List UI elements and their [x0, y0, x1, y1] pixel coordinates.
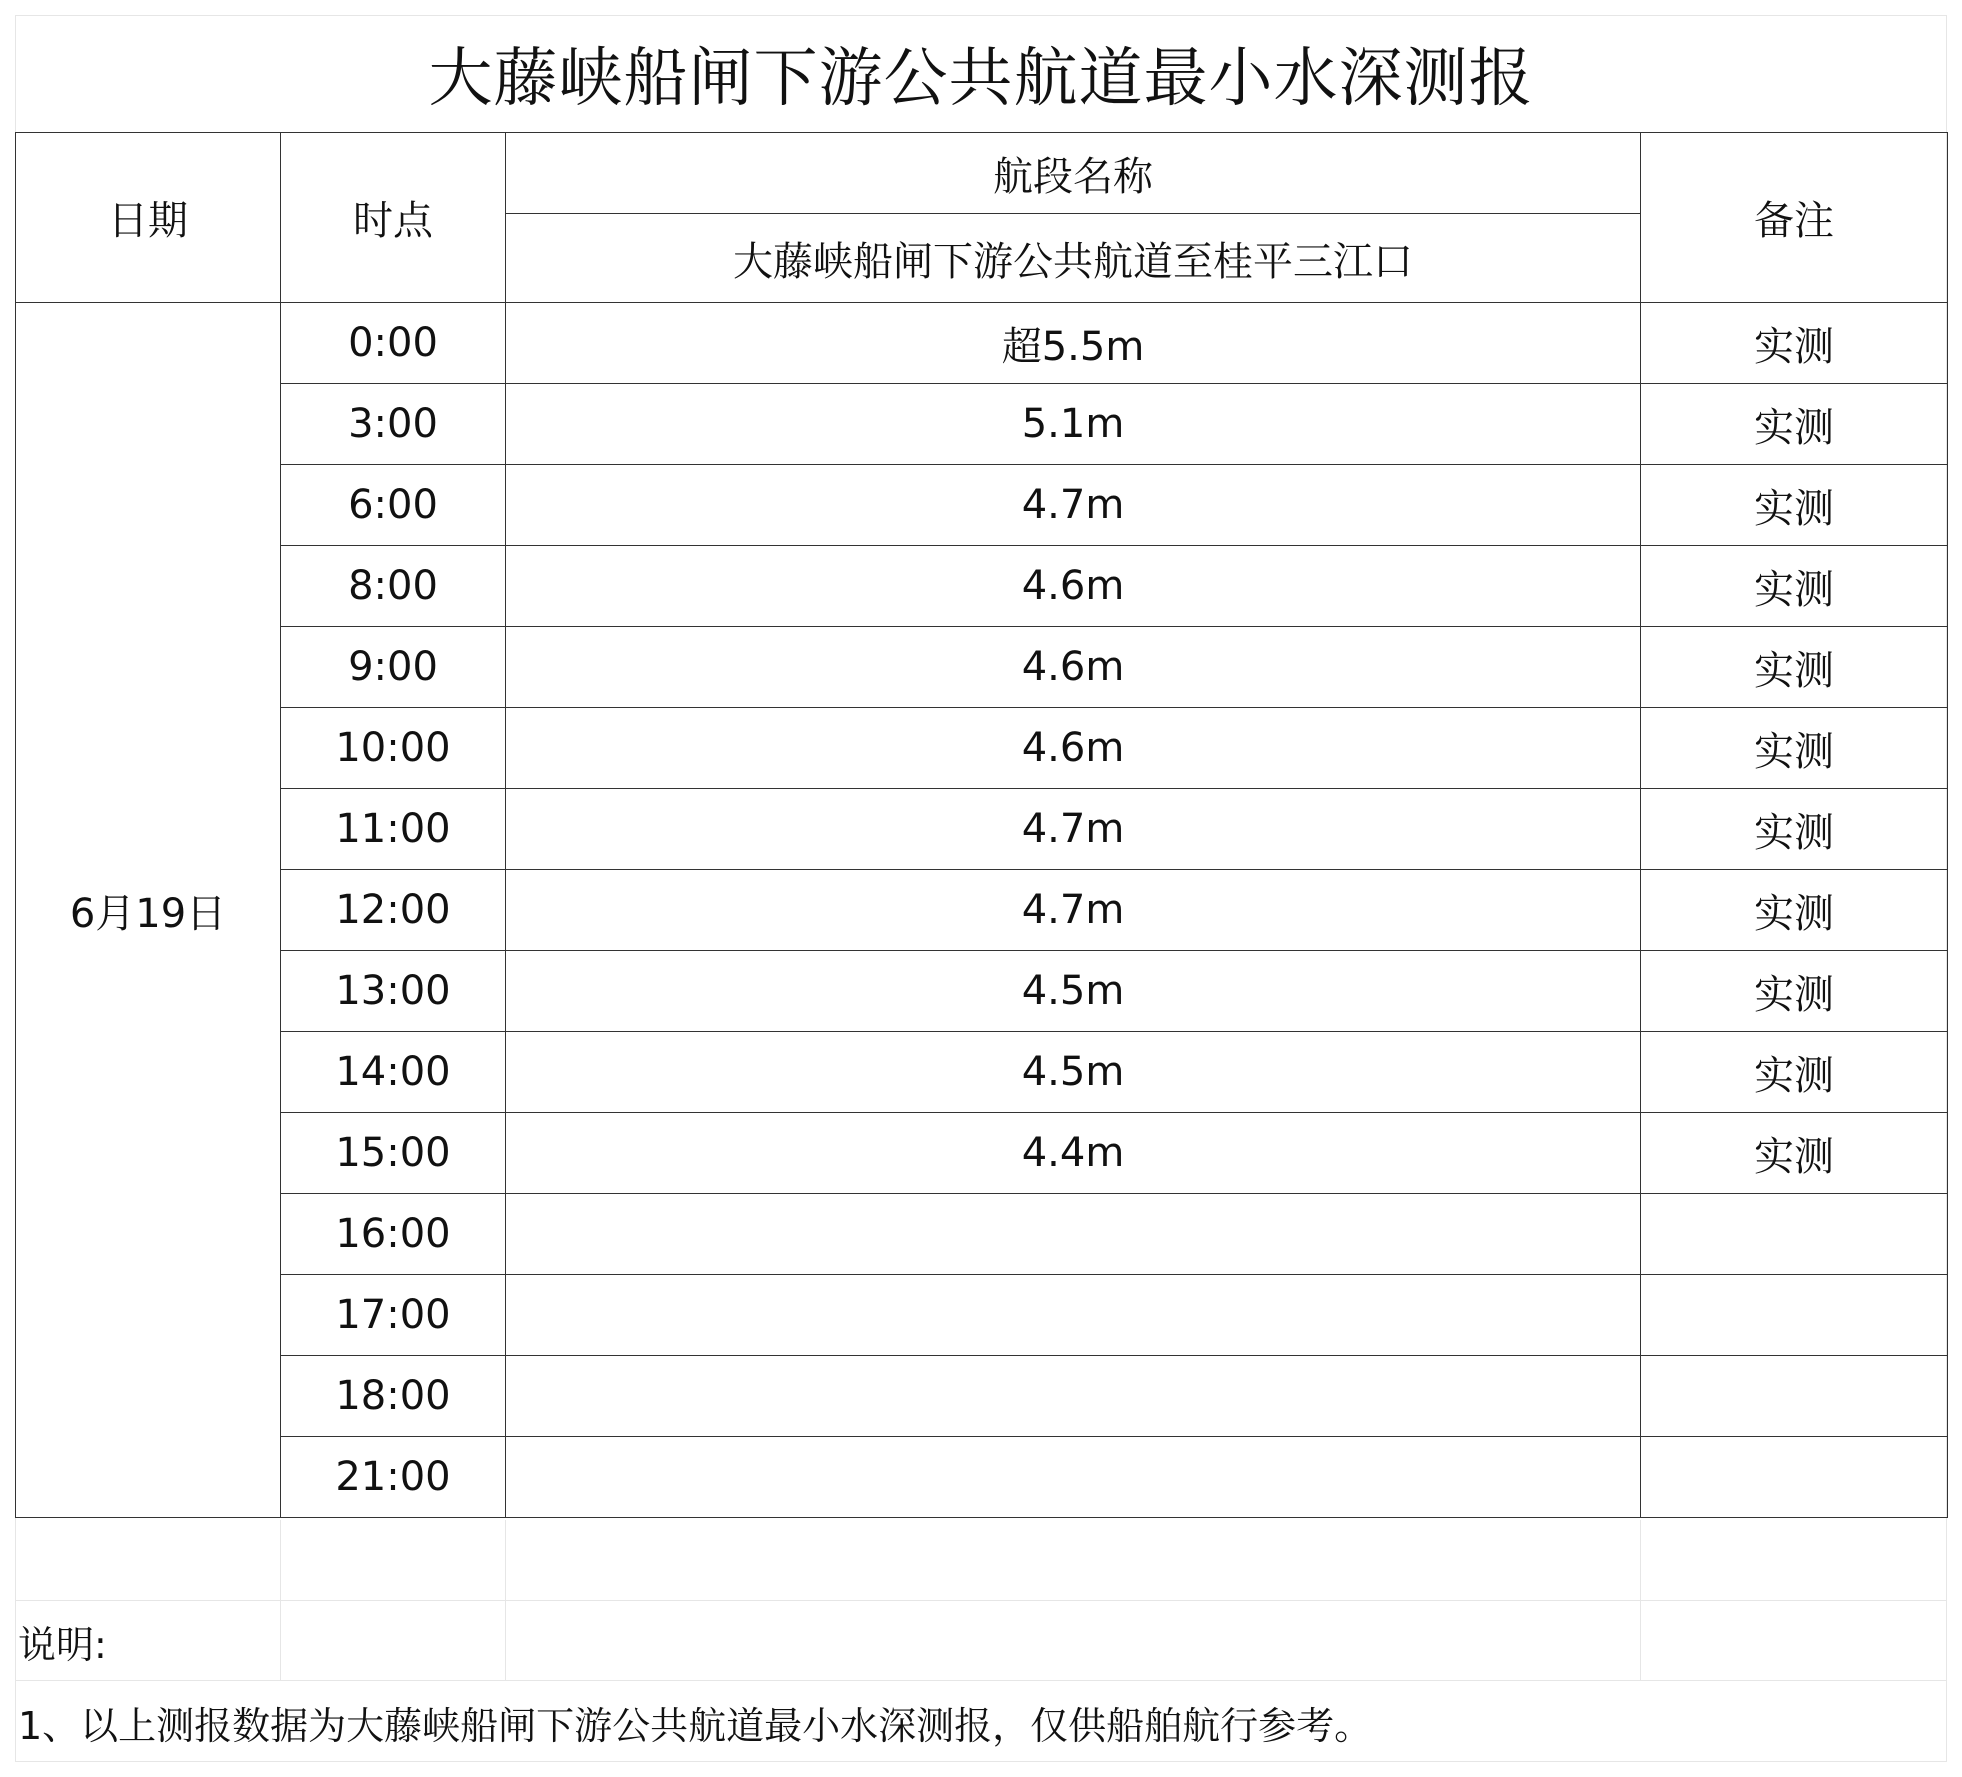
header-row [16, 133, 1948, 214]
time-cell[interactable]: 3:00 [281, 384, 506, 465]
header-segment-name[interactable]: 大藤峡船闸下游公共航道至桂平三江口 [506, 214, 1641, 303]
remark-cell[interactable]: 实测 [1641, 708, 1948, 789]
time-cell[interactable]: 17:00 [281, 1275, 506, 1356]
time-cell[interactable]: 13:00 [281, 951, 506, 1032]
depth-cell[interactable]: 超5.5m [506, 303, 1641, 384]
table-row [16, 1113, 1948, 1194]
header-segment-label[interactable]: 航段名称 [506, 133, 1641, 214]
table-row [16, 627, 1948, 708]
depth-cell[interactable] [506, 1356, 1641, 1437]
time-cell[interactable]: 10:00 [281, 708, 506, 789]
depth-cell[interactable]: 4.7m [506, 465, 1641, 546]
time-cell[interactable]: 21:00 [281, 1437, 506, 1518]
depth-cell[interactable]: 4.7m [506, 870, 1641, 951]
blank-row [15, 1520, 1947, 1600]
table-row [16, 708, 1948, 789]
depth-cell[interactable]: 4.7m [506, 789, 1641, 870]
header-time[interactable]: 时点 [281, 133, 506, 303]
time-cell[interactable]: 11:00 [281, 789, 506, 870]
remark-cell[interactable]: 实测 [1641, 465, 1948, 546]
depth-cell[interactable] [506, 1275, 1641, 1356]
remark-cell[interactable]: 实测 [1641, 951, 1948, 1032]
remark-cell[interactable]: 实测 [1641, 627, 1948, 708]
notes-line-1[interactable]: 1、以上测报数据为大藤峡船闸下游公共航道最小水深测报，仅供船舶航行参考。 [18, 1703, 1373, 1748]
remark-cell[interactable]: 实测 [1641, 546, 1948, 627]
remark-cell[interactable] [1641, 1194, 1948, 1275]
time-cell[interactable]: 12:00 [281, 870, 506, 951]
time-cell[interactable]: 9:00 [281, 627, 506, 708]
remark-cell[interactable] [1641, 1437, 1948, 1518]
date-cell[interactable]: 6月19日 [16, 303, 281, 1518]
remark-cell[interactable]: 实测 [1641, 384, 1948, 465]
header-date[interactable]: 日期 [16, 133, 281, 303]
depth-cell[interactable] [506, 1437, 1641, 1518]
table-row [16, 465, 1948, 546]
time-cell[interactable]: 15:00 [281, 1113, 506, 1194]
table-row [16, 951, 1948, 1032]
remark-cell[interactable]: 实测 [1641, 789, 1948, 870]
report-title: 大藤峡船闸下游公共航道最小水深测报 [428, 41, 1534, 116]
gridline [15, 1600, 1947, 1601]
remark-cell[interactable]: 实测 [1641, 1032, 1948, 1113]
depth-cell[interactable]: 4.4m [506, 1113, 1641, 1194]
depth-cell[interactable]: 4.6m [506, 708, 1641, 789]
table-row [16, 870, 1948, 951]
depth-report-table [15, 132, 1948, 1518]
time-cell[interactable]: 0:00 [281, 303, 506, 384]
table-row [16, 1032, 1948, 1113]
table-row [16, 546, 1948, 627]
remark-cell[interactable]: 实测 [1641, 1113, 1948, 1194]
gridline [15, 1680, 1947, 1681]
table-row [16, 1437, 1948, 1518]
depth-cell[interactable]: 5.1m [506, 384, 1641, 465]
time-cell[interactable]: 6:00 [281, 465, 506, 546]
time-cell[interactable]: 16:00 [281, 1194, 506, 1275]
time-cell[interactable]: 14:00 [281, 1032, 506, 1113]
header-remark[interactable]: 备注 [1641, 133, 1948, 303]
depth-cell[interactable]: 4.6m [506, 546, 1641, 627]
table-row [16, 789, 1948, 870]
depth-cell[interactable]: 4.6m [506, 627, 1641, 708]
depth-cell[interactable]: 4.5m [506, 951, 1641, 1032]
table-row [16, 1275, 1948, 1356]
table-row [16, 303, 1948, 384]
remark-cell[interactable]: 实测 [1641, 870, 1948, 951]
time-cell[interactable]: 18:00 [281, 1356, 506, 1437]
depth-cell[interactable] [506, 1194, 1641, 1275]
depth-cell[interactable]: 4.5m [506, 1032, 1641, 1113]
table-row [16, 1194, 1948, 1275]
remark-cell[interactable]: 实测 [1641, 303, 1948, 384]
time-cell[interactable]: 8:00 [281, 546, 506, 627]
remark-cell[interactable] [1641, 1356, 1948, 1437]
table-row [16, 384, 1948, 465]
table-row [16, 1356, 1948, 1437]
remark-cell[interactable] [1641, 1275, 1948, 1356]
notes-label[interactable]: 说明: [18, 1622, 107, 1667]
